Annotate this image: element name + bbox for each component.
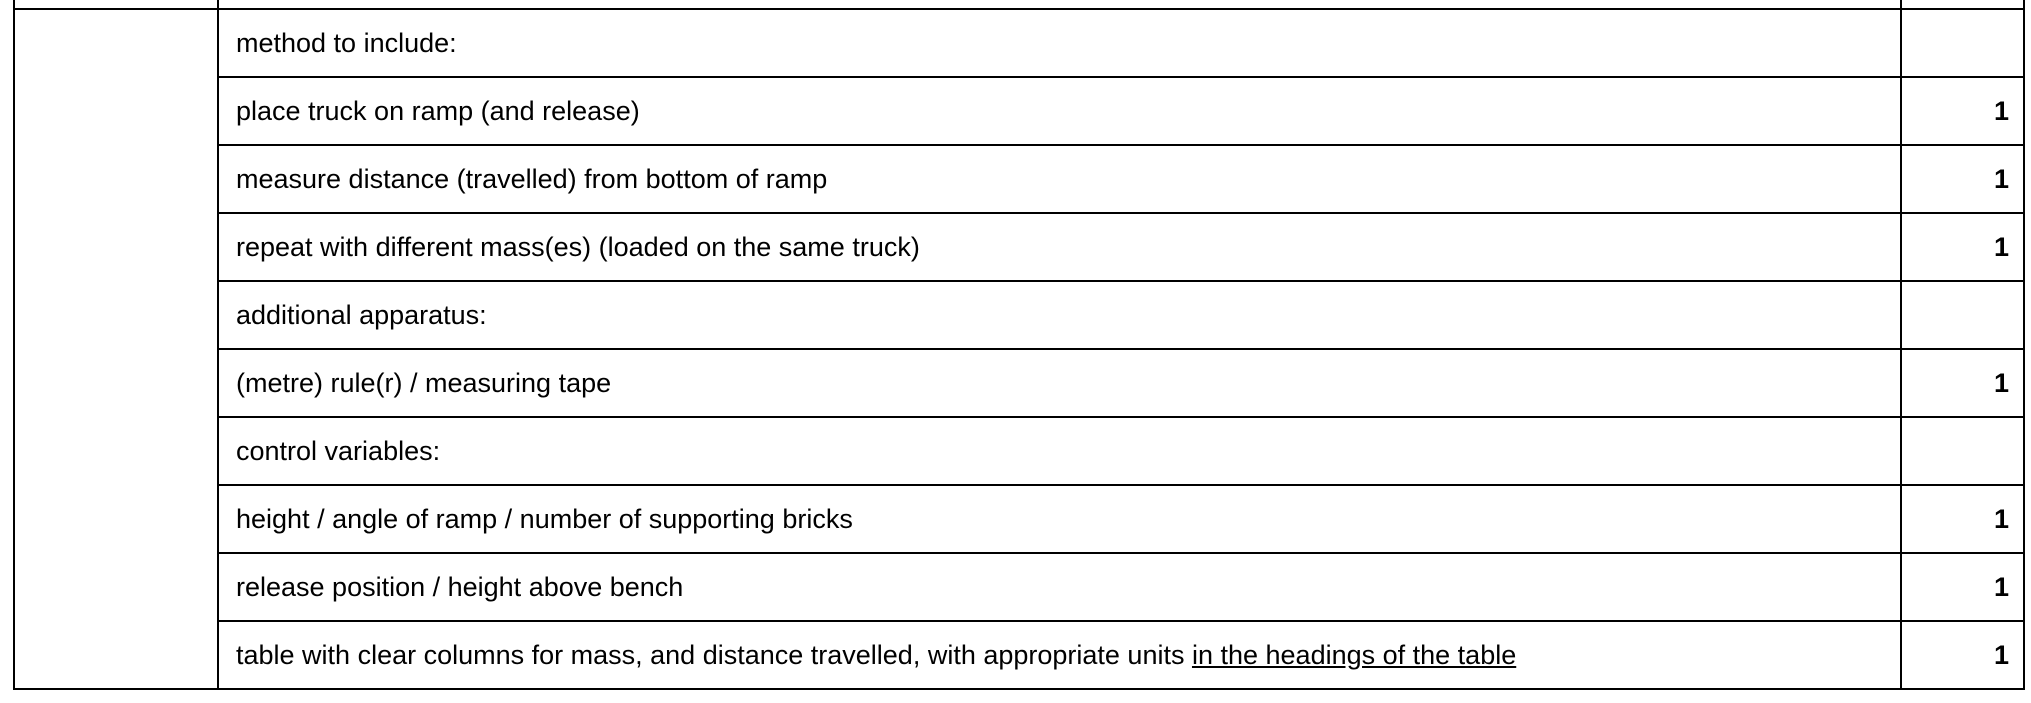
table-row bbox=[14, 77, 2024, 145]
answer-cell: repeat with different mass(es) (loaded on the same truck) bbox=[218, 213, 1901, 281]
answer-cell: additional apparatus: bbox=[218, 281, 1901, 349]
answer-cell: place truck on ramp (and release) bbox=[218, 77, 1901, 145]
table-row bbox=[14, 417, 2024, 485]
table-row bbox=[14, 9, 2024, 77]
marks-cell: 1 bbox=[1901, 349, 2024, 417]
table-row bbox=[14, 281, 2024, 349]
mark-scheme-table bbox=[13, 0, 2025, 690]
answer-text: table with clear columns for mass, and distance travelled, with appropriate units bbox=[236, 640, 1192, 670]
marks-cell bbox=[1901, 281, 2024, 349]
table-row bbox=[14, 485, 2024, 553]
marks-cell: 1 bbox=[1901, 213, 2024, 281]
marks-cell: 1 bbox=[1901, 553, 2024, 621]
table-row bbox=[14, 213, 2024, 281]
answer-cell: method to include: bbox=[218, 9, 1901, 77]
marks-cell bbox=[1901, 9, 2024, 77]
answer-cell: measure distance (travelled) from bottom of ramp bbox=[218, 145, 1901, 213]
answer-cell: height / angle of ramp / number of supporting bricks bbox=[218, 485, 1901, 553]
table-row bbox=[14, 145, 2024, 213]
answer-cell: (metre) rule(r) / measuring tape bbox=[218, 349, 1901, 417]
table-row bbox=[14, 349, 2024, 417]
table-row bbox=[14, 621, 2024, 689]
marks-cell-strip bbox=[1901, 0, 2024, 9]
question-number-cell bbox=[14, 9, 218, 689]
answer-cell: release position / height above bench bbox=[218, 553, 1901, 621]
answer-cell: control variables: bbox=[218, 417, 1901, 485]
answer-cell-strip bbox=[218, 0, 1901, 9]
marks-cell: 1 bbox=[1901, 621, 2024, 689]
marks-cell: 1 bbox=[1901, 485, 2024, 553]
answer-cell bbox=[218, 621, 1901, 689]
previous-row-strip bbox=[14, 0, 2024, 9]
question-cell-strip bbox=[14, 0, 218, 9]
marks-cell bbox=[1901, 417, 2024, 485]
underlined-phrase: in the headings of the table bbox=[1191, 640, 1517, 670]
table-row bbox=[14, 553, 2024, 621]
marks-cell: 1 bbox=[1901, 145, 2024, 213]
marks-cell: 1 bbox=[1901, 77, 2024, 145]
